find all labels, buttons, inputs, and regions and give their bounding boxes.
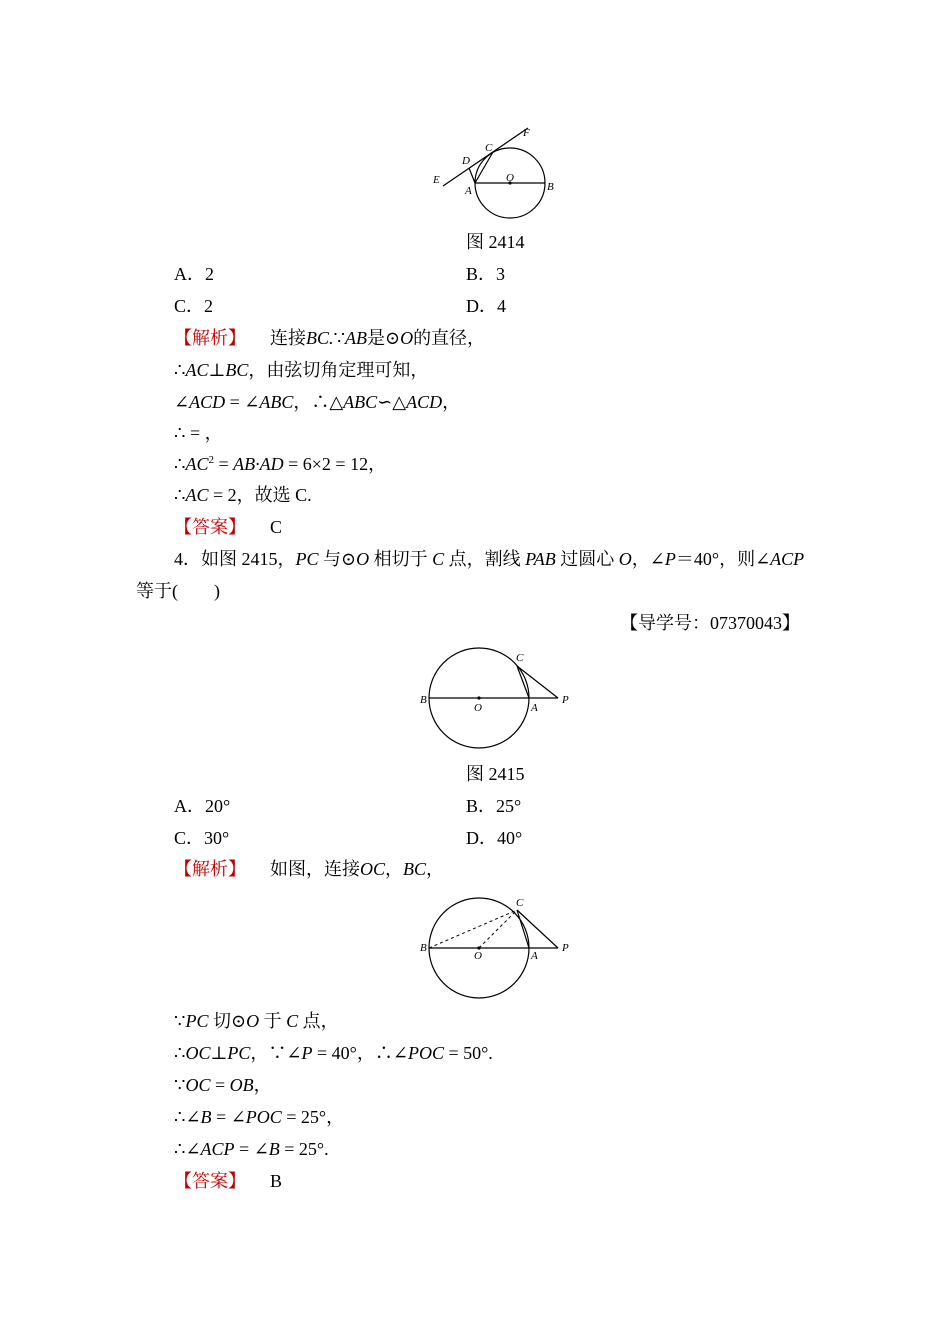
analysis-text: = 25°.: [279, 1139, 329, 1159]
analysis-tag: 【解析】: [174, 328, 246, 348]
math-acp: ACP: [770, 549, 805, 569]
q3-option-c: C．2: [174, 296, 214, 316]
math-acp: ACP: [200, 1139, 235, 1159]
therefore-angle: ∴∠: [174, 1139, 201, 1159]
math-c: C: [286, 1011, 299, 1031]
analysis-text: = 2，故选 C.: [208, 485, 312, 505]
math-acd: ACD: [189, 392, 226, 412]
analysis-text: ，: [426, 859, 445, 879]
figure-2415: [412, 642, 582, 754]
math-abc: ABC: [343, 392, 378, 412]
math-bc: BC: [225, 360, 249, 380]
math-ac: AC: [185, 454, 209, 474]
math-b: B: [268, 1139, 280, 1159]
q4-option-a: A．20°: [174, 796, 231, 816]
therefore-symbol: ∴: [174, 1043, 186, 1063]
label-b: B: [420, 694, 427, 706]
q4-step-3: [174, 1076, 272, 1094]
math-bc: BC: [403, 859, 427, 879]
label-o: O: [474, 702, 482, 714]
analysis-text: 的直径，: [413, 328, 486, 348]
math-oc: OC: [360, 859, 386, 879]
math-acd: ACD: [406, 392, 443, 412]
label-f: F: [523, 127, 530, 139]
label-c: C: [485, 142, 493, 154]
math-pc: PC: [295, 549, 319, 569]
math-p: P: [664, 549, 676, 569]
equals-angle: = ∠: [234, 1139, 269, 1159]
analysis-text: = 50°.: [443, 1043, 493, 1063]
guide-number: 【导学号：07370043】: [620, 613, 800, 633]
equals-angle: = ∠: [225, 392, 260, 412]
analysis-text: = 25°，: [281, 1107, 345, 1127]
angle-symbol: ∠: [174, 392, 190, 412]
q4-option-d: D．40°: [466, 828, 523, 848]
math-poc: POC: [245, 1107, 282, 1127]
math-o: O: [246, 1011, 260, 1031]
q4-stem-line-2: 等于( ): [136, 581, 220, 601]
answer-tag: 【答案】: [174, 1171, 246, 1191]
therefore-angle: ∴∠: [174, 1107, 201, 1127]
label-o: O: [474, 950, 482, 962]
q4-step-5: [174, 1140, 329, 1158]
therefore-symbol: ∴: [174, 485, 186, 505]
perp-symbol: ⊥: [208, 360, 226, 380]
figure-2414-caption: 图 2414: [466, 232, 525, 252]
math-ac: AC: [185, 360, 209, 380]
analysis-text: ，由弦切角定理可知，: [248, 360, 429, 380]
q4-step-1: [174, 1012, 339, 1030]
label-a: A: [531, 950, 538, 962]
q4-analysis-line-1: [174, 860, 444, 878]
q3-analysis-line-1: [174, 329, 485, 347]
stem-text: 相切于: [369, 549, 433, 569]
math-ac: AC: [185, 485, 209, 505]
equals: =: [210, 1075, 230, 1095]
math-b: B: [200, 1107, 212, 1127]
label-e: E: [433, 174, 440, 186]
figure-2415-analysis: [412, 892, 582, 1004]
q3-analysis-line-3: [174, 393, 460, 411]
stem-text: 4．如图 2415，: [174, 549, 296, 569]
analysis-text: 点，: [298, 1011, 339, 1031]
q3-analysis-line-6: [174, 486, 312, 504]
label-b: B: [420, 942, 427, 954]
equals: =: [213, 454, 234, 474]
q3-analysis-line-5: [174, 455, 386, 473]
analysis-text: 于: [259, 1011, 287, 1031]
math-o: O: [400, 328, 414, 348]
math-pc: PC: [185, 1011, 209, 1031]
answer-tag: 【答案】: [174, 517, 246, 537]
math-abc: ABC: [259, 392, 294, 412]
label-c: C: [516, 897, 524, 909]
math-ob: OB: [229, 1075, 254, 1095]
label-p: P: [562, 694, 569, 706]
math-c: C: [432, 549, 445, 569]
q4-option-c: C．30°: [174, 828, 230, 848]
q3-analysis-line-2: [174, 361, 428, 379]
analysis-text: 如图，连接: [270, 859, 360, 879]
figure-2415-caption: 图 2415: [466, 764, 525, 784]
q4-stem-line-1: [174, 550, 804, 568]
because-symbol: ∵: [174, 1075, 186, 1095]
analysis-text: = 6×2 = 12，: [283, 454, 387, 474]
label-a: A: [465, 185, 472, 197]
because-symbol: ∵: [333, 328, 345, 348]
analysis-text: ，: [385, 859, 404, 879]
q3-answer-line: [174, 518, 282, 536]
answer-value: C: [270, 517, 283, 537]
analysis-text: ，: [442, 392, 461, 412]
math-o: O: [618, 549, 632, 569]
label-a: A: [531, 702, 538, 714]
math-oc: OC: [185, 1043, 211, 1063]
analysis-tag: 【解析】: [174, 859, 246, 879]
label-d: D: [462, 155, 470, 167]
stem-text: ＝40°，则∠: [675, 549, 771, 569]
label-b: B: [547, 181, 554, 193]
analysis-text: = 40°，∴∠: [312, 1043, 408, 1063]
equals-angle: = ∠: [211, 1107, 246, 1127]
analysis-text: 是⊙: [366, 328, 401, 348]
math-pab: PAB: [525, 549, 556, 569]
stem-text: 点，割线: [444, 549, 526, 569]
q3-option-d: D．4: [466, 296, 506, 316]
q4-step-4: [174, 1108, 344, 1126]
q4-option-b: B．25°: [466, 796, 522, 816]
stem-text: 过圆心: [555, 549, 619, 569]
q3-option-b: B．3: [466, 264, 506, 284]
math-o: O: [356, 549, 370, 569]
math-bc: BC.: [306, 328, 334, 348]
q4-answer-line: [174, 1172, 282, 1190]
analysis-text: ，∵∠: [250, 1043, 302, 1063]
answer-value: B: [270, 1171, 283, 1191]
analysis-text: ，: [253, 1075, 272, 1095]
math-ab: AB: [344, 328, 367, 348]
math-poc: POC: [407, 1043, 444, 1063]
because-symbol: ∵: [174, 1011, 186, 1031]
therefore-symbol: ∴: [174, 360, 186, 380]
label-o: O: [506, 172, 514, 184]
q3-analysis-line-4: ∴ = ，: [174, 423, 223, 443]
math-oc: OC: [185, 1075, 211, 1095]
label-c: C: [516, 652, 524, 664]
analysis-text: 切⊙: [208, 1011, 247, 1031]
superscript: 2: [208, 454, 214, 466]
similar-symbol: ∽△: [377, 392, 407, 412]
math-pc: PC: [227, 1043, 251, 1063]
figure-2414: [425, 120, 565, 225]
stem-text: ，∠: [631, 549, 665, 569]
analysis-text: ，∴△: [293, 392, 344, 412]
perp-symbol: ⊥: [210, 1043, 228, 1063]
label-p: P: [562, 942, 569, 954]
stem-text: 与⊙: [318, 549, 357, 569]
therefore-symbol: ∴: [174, 454, 186, 474]
q3-option-a: A．2: [174, 264, 214, 284]
math-ab-ad: AB·AD: [233, 454, 284, 474]
q4-step-2: [174, 1044, 493, 1062]
math-p: P: [301, 1043, 313, 1063]
analysis-text: 连接: [270, 328, 306, 348]
